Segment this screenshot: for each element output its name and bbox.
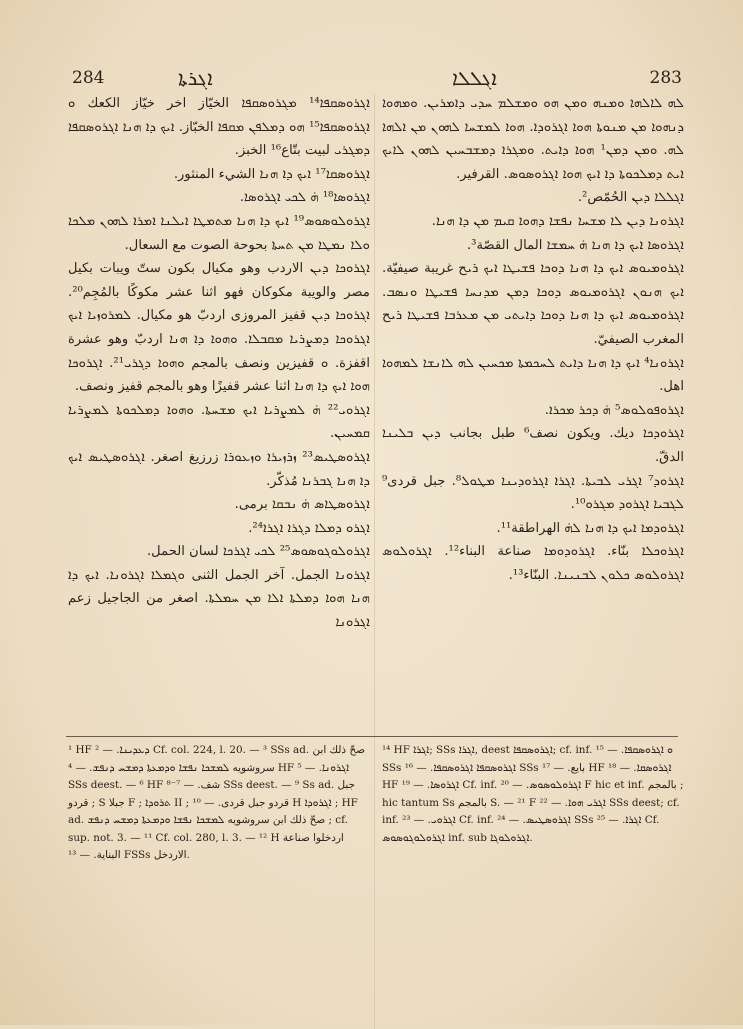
entry: ܐܓܪܘܣܐ ܐܝܟ ܕܐ ܗܢܐ ܗ̇ ܚܡܫܐ المال القصّة³. <box>466 237 684 253</box>
entry: ܐܓܪܘܠܘܣܘܣ¹⁹ ܐܝܟ ܕܐ ܗܢܐ ܡܬܡܛܐ ܐܝܠܢܐ ܐܡܪܐ ܠܗܘܢ ܡܠܟܐ ܘܠܐ ܢܡܛܐ ܡܢ ܬܚܬܐ بحوحة الصوت مع السعال. <box>68 213 370 253</box>
entry: ܠܗ ܠܐܠܗܐ ܘܡܢܗ ܘܡܢ ܗܘ ܘܡܫܠܡ ܚܕܝ ܕܐܡܪܝܢ. ܘܡܗܘܐ ܕܢܗܘܐ ܡܢ ܡܢܘܬܐ ܗܘܐ ܐܓܪܘܕܐ. ܗܘܐ ܠܡܫܚܐ ܠܗܘܢ ܡܢ ܐܠܗܐ ܠܗ. ܘܡܢ ܕܡܢ¹ ܗܘܐ ܕܐܝܬ. ܘܡܓܪܐ ܕܡܫܒܚܝܢ ܠܗܘܢ ܠܐܝܟ ܐܝܬ ܕܡܠܟܘܬܐ ܕܐ ܐܝܟ ܗܘܐ ܐܓܪܘܣܘܣ. القرفير. <box>382 96 684 182</box>
entry: ܐܓܪܘܣܩܦܐ¹⁴ ܡܓܪܘܣܩܦܐ الخيّاز اخر خيّاز الكعك ܘ ܐܓܪܘܣܩܦܐ¹⁵ ܗܘ ܕܡܠܦܢ ܡܩܦܐ الخبّاز. ܐܝܟ ܕܐ ܗܢܐ ܐܓܪܘܣܩܦܐ ܕܡܓܪܝ لبيت بتّاع¹⁶ الخبز. <box>68 96 370 159</box>
left-footnotes <box>68 742 370 865</box>
entry: ܐܓܪܘ ܕܡܠܐ ܕܓܪܐ ܐܓܪܐ²⁴. <box>248 520 370 536</box>
entry: ܐܓܪܘܕܡܐ ܐܝܟ ܕܐ ܗܢܐ ܠܗ̇ الهراطقة¹¹. <box>496 520 684 536</box>
entry: ܐܓܪܘܣܐ¹⁸ ܗ̇ ܠܟܝ ܐܓܪܘܣܐ. <box>239 190 370 206</box>
right-page-header <box>382 62 684 92</box>
right-page <box>382 62 684 764</box>
right-footnotes <box>382 742 684 847</box>
entry: ܐܓܪܘܢܐ ܕܝܢ ܠܐ ܡܫܚܐ ܢܦܫܐ ܕܗܘܐ ܩܝܡ ܡܢ ܕܐ ܗܢܐ. <box>431 213 684 229</box>
gutter <box>374 94 375 1029</box>
entry: ܐܓܪܘܣܩܐ¹⁷ ܐܝܟ ܕܐ ܗܢܐ الشيء المنثور. <box>173 166 370 182</box>
entry: ܐܓܪܘܟܠܐ بنّاء. ܐܓܪܘܕܘܡܐ صناعة البناء¹². ܐܓܪܘܠܘܣ ܐܓܪܘܠܘܣ ܟܠܘܢ ܠܒܢܝܢܐ. البنّاء¹³. <box>382 544 684 583</box>
entry: ܐܓܪܘܣܛܝܣ²³ ܙܪܙܝܪܐ ܘܙܥܘܪܐ زرزيغ اصغر. ܐܓܪܘܣܛܝܣ ܐܝܟ ܕܐ ܗܢܐ ܓܒܪܢܐ مُذكّر. <box>68 449 370 489</box>
left-page <box>68 62 370 764</box>
left-page-number: 284 <box>72 68 105 88</box>
entry: ܐܓܪܘܕ⁷ ܐܓܪܝ ܠܒܝܬܐ. ܐܓܪܐ ܐܓܪܘܕܝܢܐ ܡܛܘܠ⁸. جبل قردى⁹ ܠܓܒܝܐ ܐܓܪܘܕ ܡܓܪܘ¹⁰. <box>382 473 684 513</box>
entry: ܐܓܪܘܦܘܠܘܣ⁵ ܗ̇ ܕܟܪ ܡܟܪܐ. <box>544 402 684 418</box>
footnote-text: ¹⁴ HF ܐܓܪܐ; SSs ܐܓܪܐ, deest ܐܓܪܘܣܩܦܐ; cf. inf. ܘ ܐܓܪܘܣܩܦܐ. — ¹⁵ SSs ܐܓܪܘܣܩܦܐ ܐܓܪܘܣܩܦܐ. — ¹⁶ SSs بايع. — ¹⁷ HF ܐܓܪܘܣܩܐ. — ¹⁸ HF ܐܓܪܘܣܐ. — ¹⁹ Cf. inf. ܐܓܪܘܠܘܣܘܣ. — ²⁰ F hic et inf. بالمجم ; hic tantum Ss بالمجم S. — ²¹ F ܐܓܪܝ ܗܘܐ. — ²² SSs deest; cf. inf. ܐܓܪܘܝ. — ²³ Cf. inf. ܐܓܪܘܣܛܝܣ. — ²⁴ SSs ܐܓܪܐ. — ²⁵ Cf. ܐܓܪܘܠܘܓܘܣܘܣ inf. sub ܐܓܪܘܠܘܓܐ. <box>382 744 684 844</box>
entry: ܐܓܪܘܠܘܓܘܣܘܣ²⁵ ܠܟܝ ܐܓܪܟܐ لسان الحمل. <box>146 544 370 560</box>
entry: ܐܓܪܘܟܐ ܕܝܢ الاردب وهو مكيال بكون ستّ ويبات بكيل مصر والويبة مكوكان فهو اثنا عشر مكوكًا بالمُجِم²⁰. ܐܓܪܘܟܐ ܕܝܢ قفيز المروزى اردبّ هو مكيال. ܠܡܪܘܙܝܐ ܐܝܟ ܐܓܪܘܟܐ ܕܡܨܪܝܐ ܡܩܒܠܐ. ܘܗܘܐ ܕܐ ܗܢܐ اردبّ وهو عشرة اقفزة. ܘ قفيزين ونصف بالمجم ܘܗܘܐ ܕܓܪܝ²¹. ܐܓܪܘܟܐ ܗܘܐ ܐܝܟ ܕܐ ܗܢܐ اثنا عشر قفيزًا وهو بالمجم قفيز ونصف. <box>68 261 370 395</box>
entry: ܐܓܪܘܕܟܐ ديك. ويكون نصف⁶ طبل بجانب ܕܝܢ ܒܠܝܢܐ الدقّ. <box>382 426 684 465</box>
footnote-rule <box>66 736 678 737</box>
footnote-text: ¹ HF ܕܥܕܝܢܐ. — ² Cf. col. 224, l. 20. — ³ SSs ad. صحّ ذلك ابن سروشويه ܠܡܫܟܐ ܢܦܫܐ ܘܕܡܥܬܐ ܕܡܫܚ ܕܢܦܫ. — ⁴ HF ܐܓܪܘܢܐ. — ⁵ SSs deest. — ⁶ HF شف. — ⁷⁻⁸ SSs deest. — ⁹ Ss ad. جبل قردو ; S جبلا F ; ܬܪܘܕܐ II ; قردو جبل قردى. — ¹⁰ H ܐܓܪܘܕܐ ; HF ad. صحّ ذلك ابن سروشويه ܠܡܫܟܐ ܢܦܫܐ ܘܕܡܥܬܐ ܕܡܫܚ ܕܢܦܫ ; cf. sup. not. 3. — ¹¹ Cf. col. 280, l. 3. — ¹² H اردخلوا صناعة البناية. — ¹³ FSSs الاردخل. <box>68 744 365 861</box>
right-page-number: 283 <box>649 68 682 88</box>
entry: ܐܓܪܘܢܐ⁴ ܐܝܟ ܕܐ ܗܢܐ ܕܐܝܬ ܠܚܟܡܬܐ ܡܟܚܝܢ ܠܗ ܠܐܢܫܐ ܠܡܗܘܐ اهل. <box>382 355 684 395</box>
left-page-body <box>68 92 370 764</box>
entry: ܐܓܪܘܣܛܐܣ ܗ̇ ܢܒܩܐ برمى. <box>234 497 370 513</box>
entry: ܐܓܪܘܡܝܘܣ ܐܝܟ ܕܐ ܗܢܐ ܕܘܟܐ ܦܫܝܛܐ ܐܝܟ ܪܝح غريبة صيفيّة. ܐܝܟ ܗܢܘܢ ܐܓܪܘܡܝܘܣ ܕܘܟܐ ܕܡܢ ܡܕܢܚܐ ܦܫܝܛܐ ܘܢܣܒ. ܐܓܪܘܡܝܘܣ ܐܝܟ ܕܐ ܗܢܐ ܕܘܟܐ ܕܐܝܬܝ ܡܢ ܡܥܪܒܐ ܦܫܝܛܐ ܪܝح المغرب الصيفيّ. <box>382 261 684 347</box>
entry: ܐܓܪܘܢܐ الجمل. آخر الجمل الثنى ܘܓܡܠܐ ܐܓܪܘܢܐ. ܐܝܟ ܕܐ ܗܢܐ ܗܘܐ ܕܡܠܬܐ ܐܠܐ ܡܢ ܚܡܠܬܐ. اصغر من الجاجيل زعم ܐܓܪܘܢܐ <box>68 567 370 631</box>
entry: ܐܓܪܘܝ²² ܗ̇ ܠܡܨܪܝܐ ܐܝܟ ܡܫܚܬܐ. ܘܗܘܐ ܕܡܠܟܘܬܐ ܠܡܨܪܝܐ ܩܡܚܝܢ. <box>68 402 370 442</box>
right-running-title: ܐܓܠܠܐ <box>452 66 497 90</box>
left-running-title: ܐܓܪܬܐ <box>178 66 213 90</box>
entry: ܐܓܠܠܐ ܕܝܢ الحُمّص². <box>577 190 684 206</box>
left-page-header <box>68 62 370 92</box>
right-page-body <box>382 92 684 764</box>
